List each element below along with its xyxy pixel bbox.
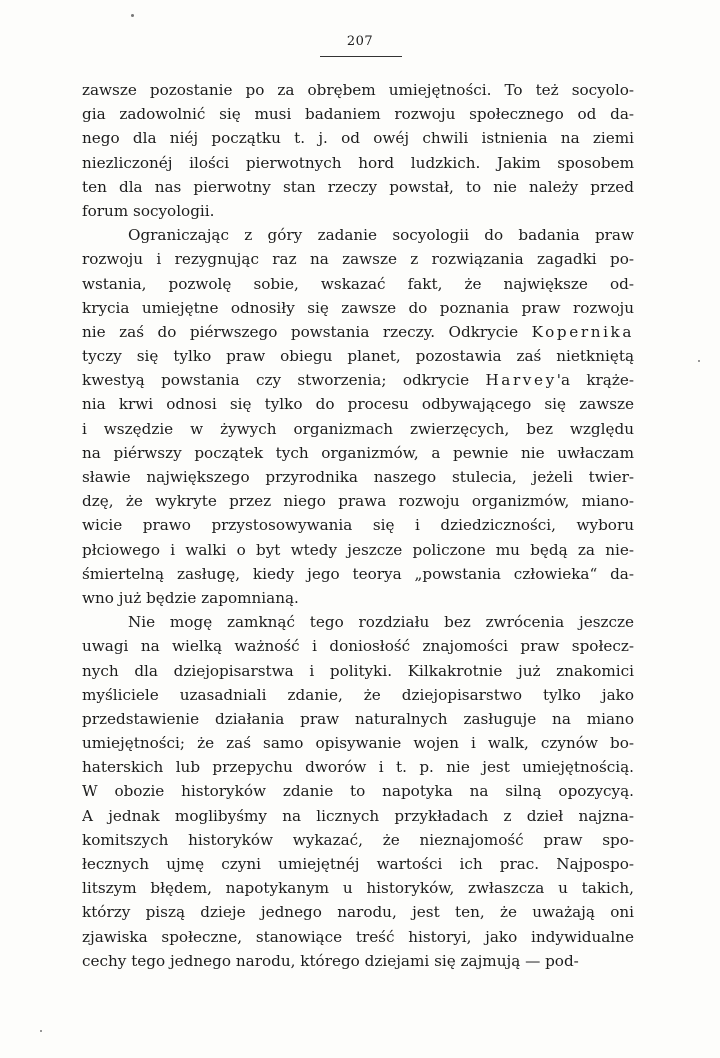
- print-speck: [40, 1030, 42, 1032]
- text-line: myśliciele uzasadniali zdanie, że dziejopisarstwo tylko jako: [82, 685, 634, 704]
- text-line: Ograniczając z góry zadanie socyologii do badania praw: [128, 226, 634, 245]
- text-line: nych dla dziejopisarstwa i polityki. Kilkakrotnie już znakomici: [82, 661, 634, 680]
- text-line: haterskich lub przepychu dworów i t. p. nie jest umiejętnością.: [82, 758, 634, 777]
- text-line: zawsze pozostanie po za obrębem umiejętności. To też socyolo-: [82, 81, 634, 99]
- text-line: płciowego i walki o byt wtedy jeszcze policzone mu będą za nie-: [82, 540, 634, 559]
- spaced-name: Harvey: [485, 371, 557, 390]
- text-line: wicie prawo przystosowywania się i dziedziczności, wyboru: [82, 516, 634, 535]
- text-line: uwagi na wielką ważność i doniosłość znajomości praw społecz-: [82, 637, 634, 656]
- text-line: dzę, że wykryte przez niego prawa rozwoju organizmów, miano-: [82, 492, 634, 511]
- text-line: niezliczonéj ilości pierwotnych hord ludzkich. Jakim sposobem: [82, 153, 634, 172]
- text-line: litszym błędem, napotykanym u historyków, zwłaszcza u takich,: [82, 879, 634, 898]
- print-speck: [131, 14, 134, 17]
- text-line: A jednak moglibyśmy na licznych przykładach z dzieł najzna-: [82, 806, 634, 825]
- text-line: gia zadowolnić się musi badaniem rozwoju społecznego od da-: [82, 105, 634, 124]
- text-line: kwestyą powstania czy stworzenia; odkrycie Harvey'a krąże-: [82, 371, 634, 390]
- text-line: łecznych ujmę czyni umiejętnéj wartości ich prac. Najpospo-: [82, 855, 634, 873]
- text-line: umiejętności; że zaś samo opisywanie wojen i walk, czynów bo-: [82, 734, 634, 753]
- text-line: śmiertelną zasługę, kiedy jego teorya „powstania człowieka“ da-: [82, 564, 634, 583]
- page-number: 207: [346, 34, 374, 49]
- text-line: sławie największego przyrodnika naszego stulecia, jeżeli twier-: [82, 468, 634, 486]
- text-line: nego dla niéj początku t. j. od owéj chwili istnienia na ziemi: [82, 129, 634, 148]
- text-line: komitszych historyków wykazać, że nieznajomość praw spo-: [82, 830, 634, 849]
- text-line: Nie mogę zamknąć tego rozdziału bez zwrócenia jeszcze: [128, 613, 634, 632]
- text-line: wstania, pozwolę sobie, wskazać fakt, że największe od-: [82, 274, 634, 293]
- text-line: zjawiska społeczne, stanowiące treść historyi, jako indywidualne: [82, 927, 634, 946]
- text-line: którzy piszą dzieje jednego narodu, jest ten, że uważają oni: [82, 903, 634, 922]
- text-line: cechy tego jednego narodu, którego dziejami się zajmują — pod-: [82, 951, 579, 970]
- spaced-name: Kopernika: [531, 322, 634, 341]
- text-line: nie zaś do piérwszego powstania rzeczy. Odkrycie Kopernika: [82, 322, 634, 341]
- print-speck: [698, 360, 700, 362]
- text-line: rozwoju i rezygnując raz na zawsze z rozwiązania zagadki po-: [82, 250, 634, 269]
- text-line: przedstawienie działania praw naturalnych zasługuje na miano: [82, 709, 634, 728]
- text-line: na piérwszy początek tych organizmów, a pewnie nie uwłaczam: [82, 443, 634, 462]
- text-line: nia krwi odnosi się tylko do procesu odbywającego się zawsze: [82, 395, 634, 414]
- body-text: [82, 78, 634, 973]
- text-line: forum socyologii.: [82, 201, 215, 220]
- text-line: tyczy się tylko praw obiegu planet, pozostawia zaś nietkniętą: [82, 347, 634, 366]
- text-line: ten dla nas pierwotny stan rzeczy powstał, to nie należy przed: [82, 177, 634, 196]
- page-number-rule: [320, 56, 402, 57]
- text-line: W obozie historyków zdanie to napotyka na silną opozycyą.: [82, 782, 634, 801]
- text-line: wno już będzie zapomnianą.: [82, 588, 299, 607]
- text-line: krycia umiejętne odnosiły się zawsze do poznania praw rozwoju: [82, 298, 634, 317]
- text-line: i wszędzie w żywych organizmach zwierzęcych, bez względu: [82, 419, 634, 438]
